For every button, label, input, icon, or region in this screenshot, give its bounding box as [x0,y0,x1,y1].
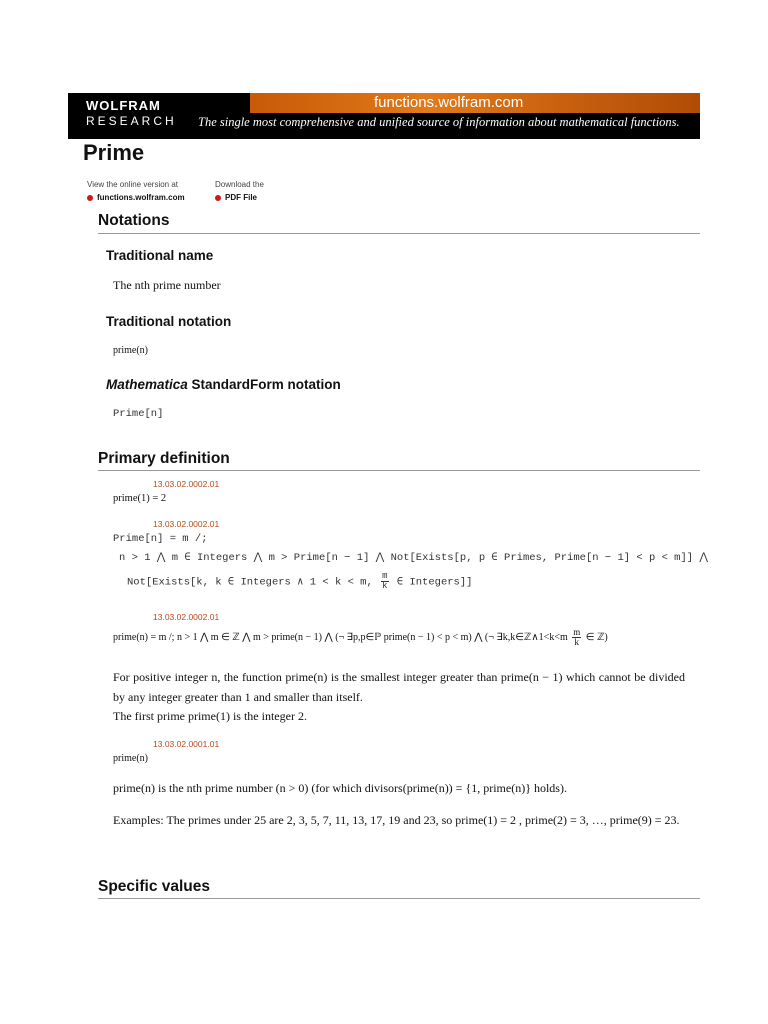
online-link-label: functions.wolfram.com [97,193,185,202]
fraction-numerator: m [382,571,388,581]
mathematica-word: Mathematica [106,377,188,392]
formula-code[interactable]: 13.03.02.0001.01 [153,739,220,749]
divider [98,898,700,899]
tagline: The single most comprehensive and unified source of information about mathematical functions. [198,115,680,129]
standardform-line-2: n > 1 ⋀ m ∈ Integers ⋀ m > Prime[n − 1] ⋀ Not[Exists[p, p ∈ Primes, Prime[n − 1] < p < m]] ⋀ [119,552,708,564]
standardform-line-3 [127,572,472,591]
formula-code[interactable]: 13.03.02.0002.01 [153,612,220,622]
first-prime-paragraph: The first prime prime(1) is the integer 2. [113,709,307,723]
fraction-numerator: m [573,627,581,637]
traditional-formula-a: prime(n) = m /; n > 1 ⋀ m ∈ ℤ ⋀ m > prime(n − 1) ⋀ (¬ ∃p,p∈ℙ prime(n − 1) < p < m) ⋀ (¬ ∃k,k∈ℤ∧1<k<m [113,631,568,643]
fraction-denominator: k [382,581,388,591]
formula-code[interactable]: 13.03.02.0002.01 [153,519,220,529]
standardform-line-1: Prime[n] = m /; [113,533,208,545]
formula-code[interactable]: 13.03.02.0002.01 [153,479,220,489]
online-link[interactable] [87,193,185,202]
wolfram-banner [68,93,700,139]
brand-research: RESEARCH [86,114,177,128]
bullet-icon [87,195,93,201]
nth-prime-paragraph: prime(n) is the nth prime number (n > 0) (for which divisors(prime(n)) = {1, prime(n)} holds). [113,781,567,795]
standardform-line-3b: ∈ Integers]] [396,576,473,589]
pdf-caption: Download the [215,180,264,189]
mathematica-heading [106,377,341,392]
mathematica-notation-text: Prime[n] [113,408,164,420]
fraction-denominator: k [574,637,579,647]
divider [98,233,700,234]
notations-heading: Notations [98,212,170,229]
pdf-link-block[interactable] [215,180,264,202]
traditional-formula-b: ∈ ℤ) [585,631,608,643]
traditional-name-text: The nth prime number [113,278,221,292]
examples-paragraph: Examples: The primes under 25 are 2, 3, 5, 7, 11, 13, 17, 19 and 23, so prime(1) = 2 , prime(2) = 3, …, prime(9) = 23. [113,813,680,827]
definition-paragraph: For positive integer n, the function prime(n) is the smallest integer greater than prime(n − 1) which cannot be divided by any integer greater than 1 and smaller than itself. [113,670,685,704]
traditional-formula [113,628,608,647]
standardform-fraction [381,572,388,591]
page-title: Prime [83,140,145,165]
formula-prime-1: prime(1) = 2 [113,493,167,504]
online-version-link-block[interactable] [87,180,185,202]
online-caption: View the online version at [87,180,179,189]
traditional-fraction [572,628,581,647]
mathematica-heading-rest: StandardForm notation [187,377,341,392]
formula-prime-n: prime(n) [113,753,148,764]
primary-definition-heading: Primary definition [98,450,230,467]
pdf-link-label: PDF File [225,193,258,202]
brand-wolfram: WOLFRAM [86,98,161,113]
traditional-notation-heading: Traditional notation [106,314,232,329]
bullet-icon [215,195,221,201]
specific-values-heading: Specific values [98,878,211,895]
divider [98,470,700,471]
site-name: functions.wolfram.com [374,94,524,111]
traditional-name-heading: Traditional name [106,248,214,263]
standardform-line-3a: Not[Exists[k, k ∈ Integers ∧ 1 < k < m, [127,576,373,589]
pdf-link[interactable] [215,193,264,202]
traditional-notation-text: prime(n) [113,345,148,356]
